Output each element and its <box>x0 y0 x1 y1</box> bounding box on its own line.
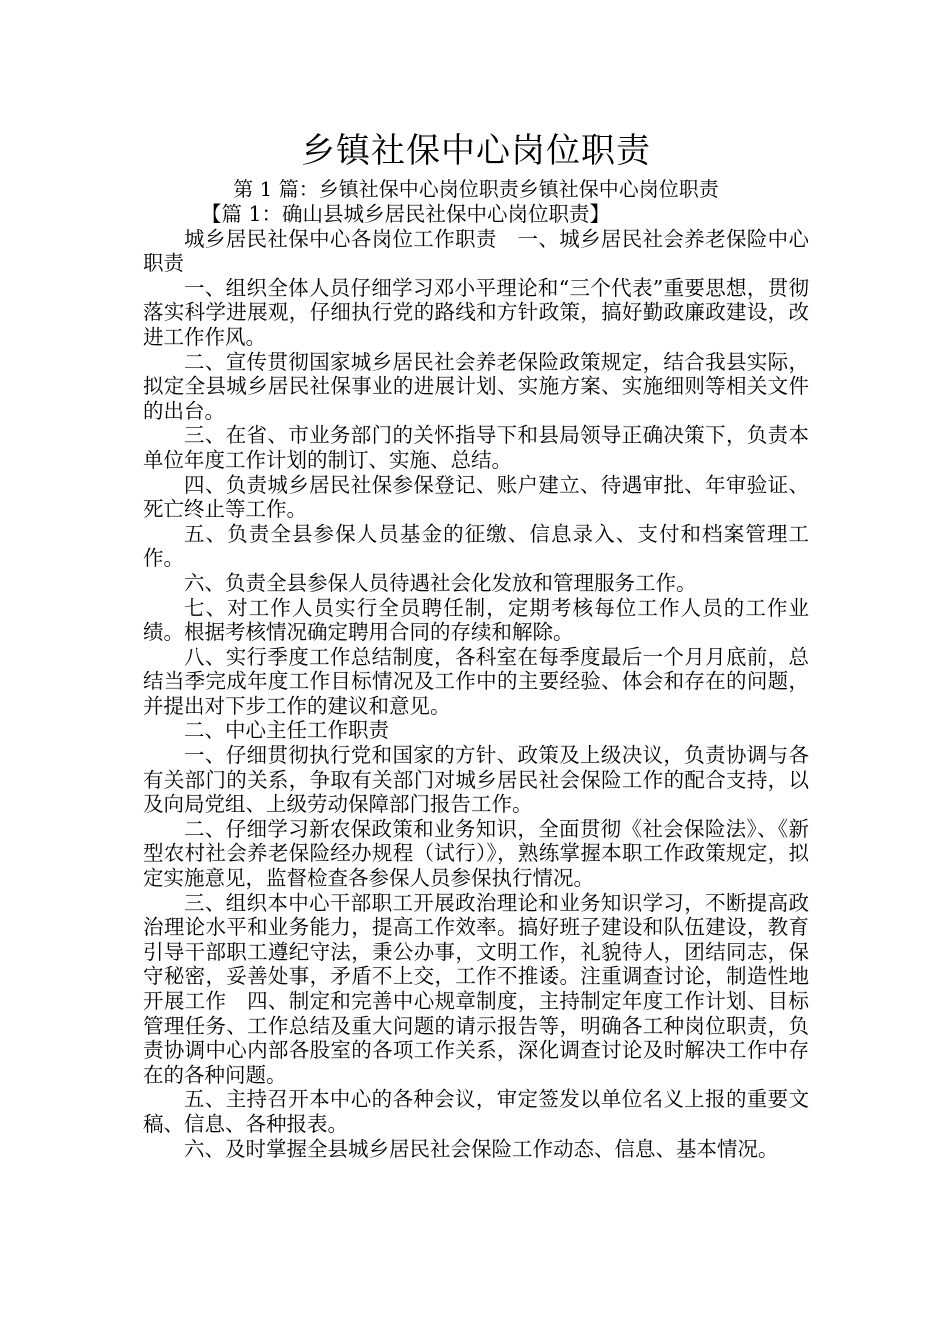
section-heading: 【篇 1：确山县城乡居民社保中心岗位职责】 <box>201 202 611 226</box>
paragraph: 三、组织本中心干部职工开展政治理论和业务知识学习，不断提高政治理论水平和业务能力，提高工作效率。搞好班子建设和队伍建设，教育引导干部职工遵纪守法，秉公办事，文明工作，礼貌待人，团结同志，保守秘密，妥善处事，矛盾不上交，工作不推诿。注重调查讨论，制造性地开展工作 四、制定和完善中心规章制度，主持制定年度工作计划、目标管理任务、工作总结及重大问题的请示报告等，明确各工种岗位职责，负责协调中心内部各股室的各项工作关系，深化调查讨论及时解决工作中存在的各种问题。 <box>143 890 809 1087</box>
paragraph: 一、组织全体人员仔细学习邓小平理论和“三个代表”重要思想，贯彻落实科学进展观，仔细执行党的路线和方针政策，搞好勤政廉政建设，改进工作作风。 <box>143 275 809 349</box>
document-title: 乡镇社保中心岗位职责 <box>301 131 651 171</box>
paragraph: 二、宣传贯彻国家城乡居民社会养老保险政策规定，结合我县实际，拟定全县城乡居民社保事业的进展计划、实施方案、实施细则等相关文件的出台。 <box>143 349 809 423</box>
section-heading: 二、中心主任工作职责 <box>184 718 389 743</box>
paragraph: 六、及时掌握全县城乡居民社会保险工作动态、信息、基本情况。 <box>184 1136 779 1161</box>
paragraph: 五、负责全县参保人员基金的征缴、信息录入、支付和档案管理工作。 <box>143 521 809 571</box>
document-subtitle: 第 1 篇：乡镇社保中心岗位职责乡镇社保中心岗位职责 <box>233 177 719 201</box>
paragraph: 二、仔细学习新农保政策和业务知识，全面贯彻《社会保险法》、《新型农村社会养老保险经办规程（试行）》，熟练掌握本职工作政策规定，拟定实施意见，监督检查各参保人员参保执行情况。 <box>143 816 809 891</box>
paragraph: 城乡居民社保中心各岗位工作职责 一、城乡居民社会养老保险中心职责 <box>143 226 809 276</box>
paragraph: 七、对工作人员实行全员聘任制，定期考核每位工作人员的工作业绩。根据考核情况确定聘用合同的存续和解除。 <box>143 595 809 645</box>
paragraph: 六、负责全县参保人员待遇社会化发放和管理服务工作。 <box>184 570 697 595</box>
paragraph: 三、在省、市业务部门的关怀指导下和县局领导正确决策下，负责本单位年度工作计划的制订、实施、总结。 <box>143 423 809 472</box>
paragraph: 五、主持召开本中心的各种会议，审定签发以单位名义上报的重要文稿、信息、各种报表。 <box>143 1087 809 1136</box>
paragraph: 八、实行季度工作总结制度，各科室在每季度最后一个月月底前，总结当季完成年度工作目标情况及工作中的主要经验、体会和存在的问题，并提出对下步工作的建议和意见。 <box>143 644 809 718</box>
paragraph: 四、负责城乡居民社保参保登记、账户建立、待遇审批、年审验证、死亡终止等工作。 <box>143 472 809 522</box>
document-page <box>143 128 809 1161</box>
paragraph: 一、仔细贯彻执行党和国家的方针、政策及上级决议，负责协调与各有关部门的关系，争取有关部门对城乡居民社会保险工作的配合支持，以及向局党组、上级劳动保障部门报告工作。 <box>143 743 809 817</box>
